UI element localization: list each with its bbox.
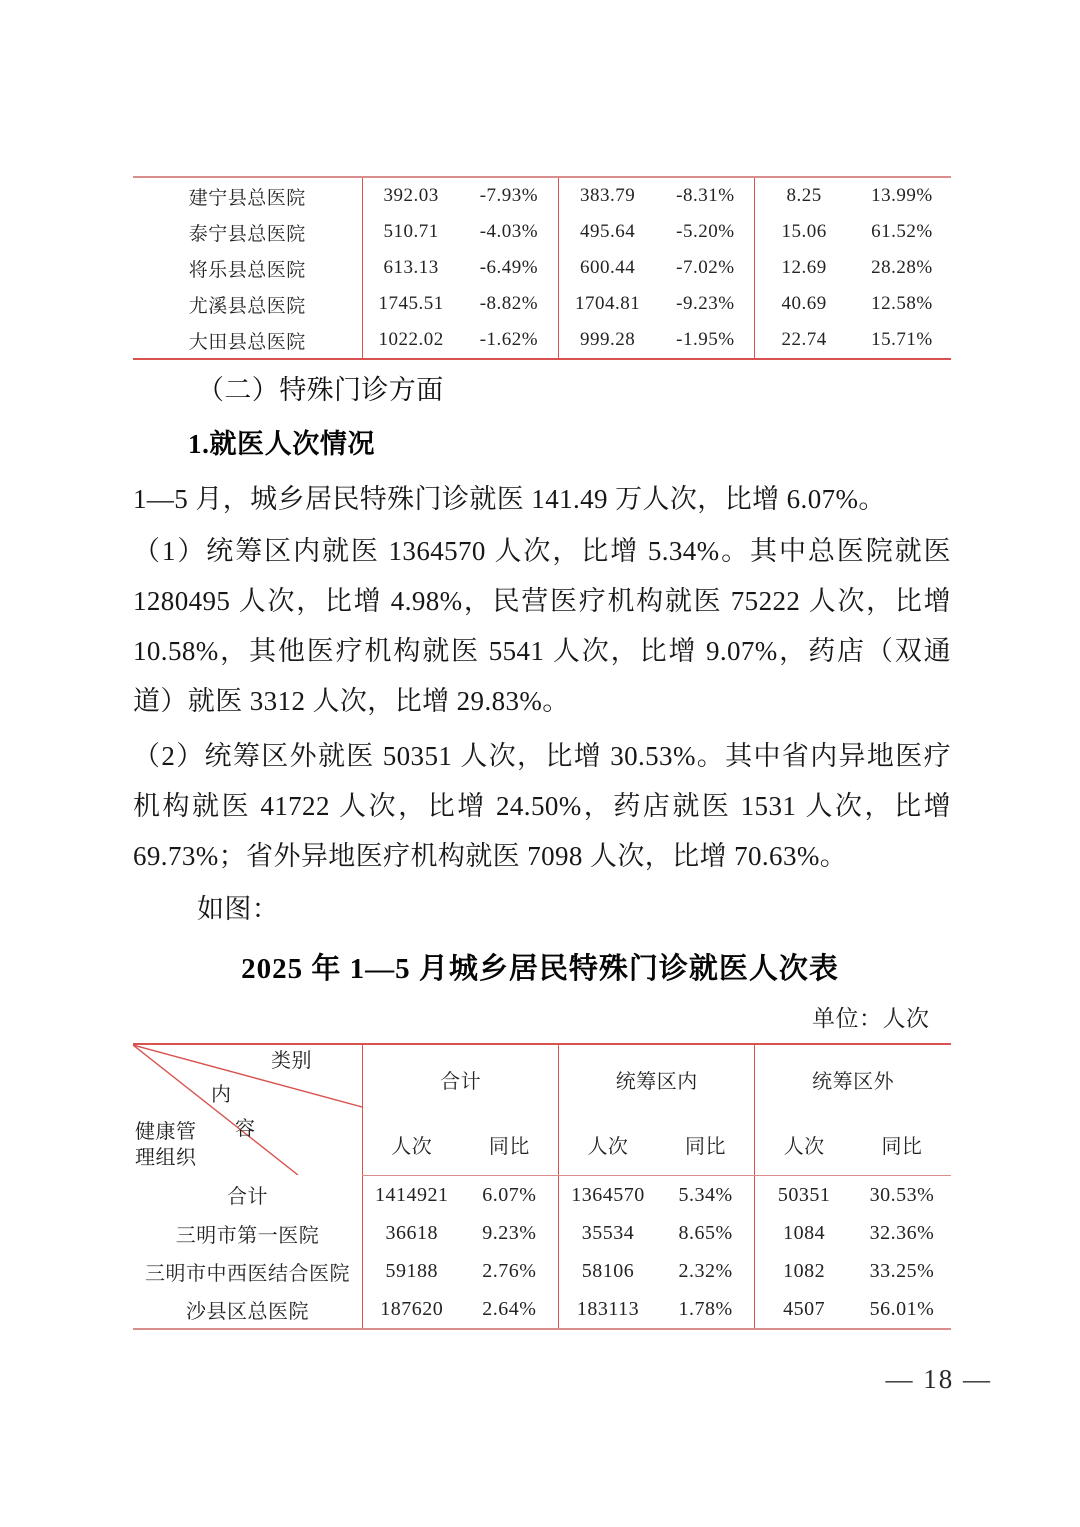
table-title: 2025 年 1—5 月城乡居民特殊门诊就医人次表 [241, 953, 839, 985]
row-value-total-count: 613.13 [362, 250, 460, 286]
row-value-outarea-count: 1084 [755, 1214, 853, 1252]
row-value-outarea-yoy: 13.99% [853, 177, 951, 214]
paragraph-figure-lead: 如图： [197, 894, 280, 924]
paragraph-intro: 1—5 月，城乡居民特殊门诊就医 141.49 万人次，比增 6.07%。 [133, 484, 886, 514]
row-value-inarea-yoy: -9.23% [676, 293, 735, 314]
sub-header-total-count: 人次 [363, 1113, 461, 1176]
table-row [133, 1252, 951, 1290]
paragraph-inside-area: （1）统筹区内就医 1364570 人次，比增 5.34%。其中总医院就医 1280495 人次，比增 4.98%，民营医疗机构就医 75222 人次，比增 10.58%，其他医疗机构就医 5541 人次，比增 9.07%，药店（双通道）就医 3312 人次，比增 29.83%。 [133, 536, 951, 716]
table-header-group-row [133, 1044, 951, 1113]
table-row [133, 250, 951, 286]
table-row [133, 177, 951, 214]
row-value-outarea-count: 12.69 [755, 250, 853, 286]
group-header-total: 合计 [363, 1044, 559, 1113]
row-value-inarea-yoy: -7.02% [676, 257, 735, 278]
row-value-outarea-count: 4507 [755, 1290, 853, 1329]
row-value-total-yoy: -8.82% [479, 293, 539, 314]
row-label: 沙县区总医院 [133, 1290, 363, 1329]
corner-label-organization: 健康管 理组织 [135, 1121, 197, 1169]
group-header-out-area: 统筹区外 [755, 1044, 951, 1113]
table-row [133, 1214, 951, 1252]
row-value-total-count: 36618 [363, 1214, 461, 1252]
row-value-inarea-count: 183113 [559, 1290, 657, 1329]
row-value-inarea-count: 58106 [559, 1252, 657, 1290]
row-value-inarea-count: 999.28 [559, 322, 657, 359]
group-header-in-area: 统筹区内 [559, 1044, 755, 1113]
row-value-inarea-yoy: 2.32% [678, 1259, 733, 1282]
sub-header-outarea-count: 人次 [755, 1113, 853, 1176]
table-row [133, 1176, 951, 1215]
row-value-total-count: 1414921 [363, 1176, 461, 1215]
row-value-total-count: 1022.02 [362, 322, 460, 359]
sub-header-total-yoy: 同比 [461, 1113, 559, 1176]
row-value-inarea-yoy: 1.78% [657, 1290, 755, 1329]
sub-header-outarea-yoy: 同比 [853, 1113, 951, 1176]
row-value-outarea-yoy: 33.25% [869, 1259, 935, 1282]
section-heading: （二）特殊门诊方面 [197, 375, 444, 405]
paragraph-outside-area: （2）统筹区外就医 50351 人次，比增 30.53%。其中省内异地医疗机构就医 41722 人次，比增 24.50%，药店就医 1531 人次，比增 69.73%；省外异地医疗机构就医 7098 人次，比增 70.63%。 [133, 741, 951, 871]
row-value-total-yoy: 9.23% [482, 1221, 537, 1244]
row-value-inarea-count: 1704.81 [559, 286, 657, 322]
table-row [133, 1290, 951, 1329]
row-label: 三明市中西医结合医院 [145, 1262, 350, 1285]
row-value-outarea-yoy: 12.58% [871, 293, 933, 314]
row-value-outarea-yoy: 15.71% [853, 322, 951, 359]
row-value-inarea-count: 35534 [559, 1214, 657, 1252]
row-value-outarea-count: 50351 [755, 1176, 853, 1215]
row-value-total-yoy: 2.76% [482, 1259, 537, 1282]
row-value-outarea-count: 40.69 [755, 286, 853, 322]
row-label: 合计 [227, 1186, 268, 1209]
row-value-total-yoy: -4.03% [479, 221, 539, 242]
corner-label-category: 类别 [271, 1050, 312, 1072]
row-value-inarea-yoy: -1.95% [656, 322, 755, 359]
row-value-outarea-yoy: 30.53% [869, 1183, 935, 1206]
sub-header-inarea-count: 人次 [559, 1113, 657, 1176]
row-value-inarea-count: 1364570 [559, 1176, 657, 1215]
table-unit-label: 单位：人次 [812, 1006, 930, 1031]
row-label: 泰宁县总医院 [188, 223, 306, 245]
row-value-outarea-yoy: 61.52% [871, 221, 933, 242]
table-top-body [133, 177, 951, 359]
row-value-outarea-yoy: 28.28% [871, 257, 933, 278]
row-value-total-yoy: -1.62% [460, 322, 559, 359]
row-value-total-yoy: -7.93% [460, 177, 559, 214]
row-value-inarea-yoy: 5.34% [678, 1183, 733, 1206]
special-outpatient-visits-table [133, 1043, 951, 1330]
sub-header-inarea-yoy: 同比 [657, 1113, 755, 1176]
row-value-outarea-yoy: 56.01% [853, 1290, 951, 1329]
row-value-total-count: 187620 [363, 1290, 461, 1329]
row-label: 尤溪县总医院 [188, 295, 306, 317]
row-value-total-count: 510.71 [362, 214, 460, 250]
row-value-total-count: 392.03 [362, 177, 460, 214]
row-value-total-count: 1745.51 [362, 286, 460, 322]
page-number: — 18 — [885, 1364, 992, 1394]
row-value-inarea-yoy: -8.31% [656, 177, 755, 214]
corner-label-content-1: 内 [211, 1084, 232, 1106]
subsection-heading: 1.就医人次情况 [188, 429, 376, 459]
row-value-total-count: 59188 [363, 1252, 461, 1290]
row-value-total-yoy: 6.07% [482, 1183, 537, 1206]
table-bottom-body [133, 1044, 951, 1329]
corner-header-cell [133, 1044, 363, 1176]
row-value-total-yoy: -6.49% [479, 257, 539, 278]
row-label: 大田县总医院 [133, 322, 362, 359]
row-value-inarea-count: 495.64 [559, 214, 657, 250]
row-label: 三明市第一医院 [175, 1224, 320, 1247]
hospital-amount-table [133, 176, 951, 360]
table-row [133, 286, 951, 322]
row-value-inarea-count: 383.79 [559, 177, 657, 214]
row-label: 建宁县总医院 [133, 177, 362, 214]
table-row [133, 214, 951, 250]
row-value-outarea-count: 1082 [755, 1252, 853, 1290]
row-label: 将乐县总医院 [188, 259, 306, 281]
row-value-outarea-yoy: 32.36% [869, 1221, 935, 1244]
row-value-outarea-count: 22.74 [755, 322, 853, 359]
row-value-inarea-yoy: -5.20% [676, 221, 735, 242]
table-row [133, 322, 951, 359]
row-value-inarea-yoy: 8.65% [678, 1221, 733, 1244]
row-value-inarea-count: 600.44 [559, 250, 657, 286]
corner-label-content-2: 容 [235, 1118, 256, 1140]
row-value-outarea-count: 15.06 [755, 214, 853, 250]
row-value-total-yoy: 2.64% [461, 1290, 559, 1329]
row-value-outarea-count: 8.25 [755, 177, 853, 214]
